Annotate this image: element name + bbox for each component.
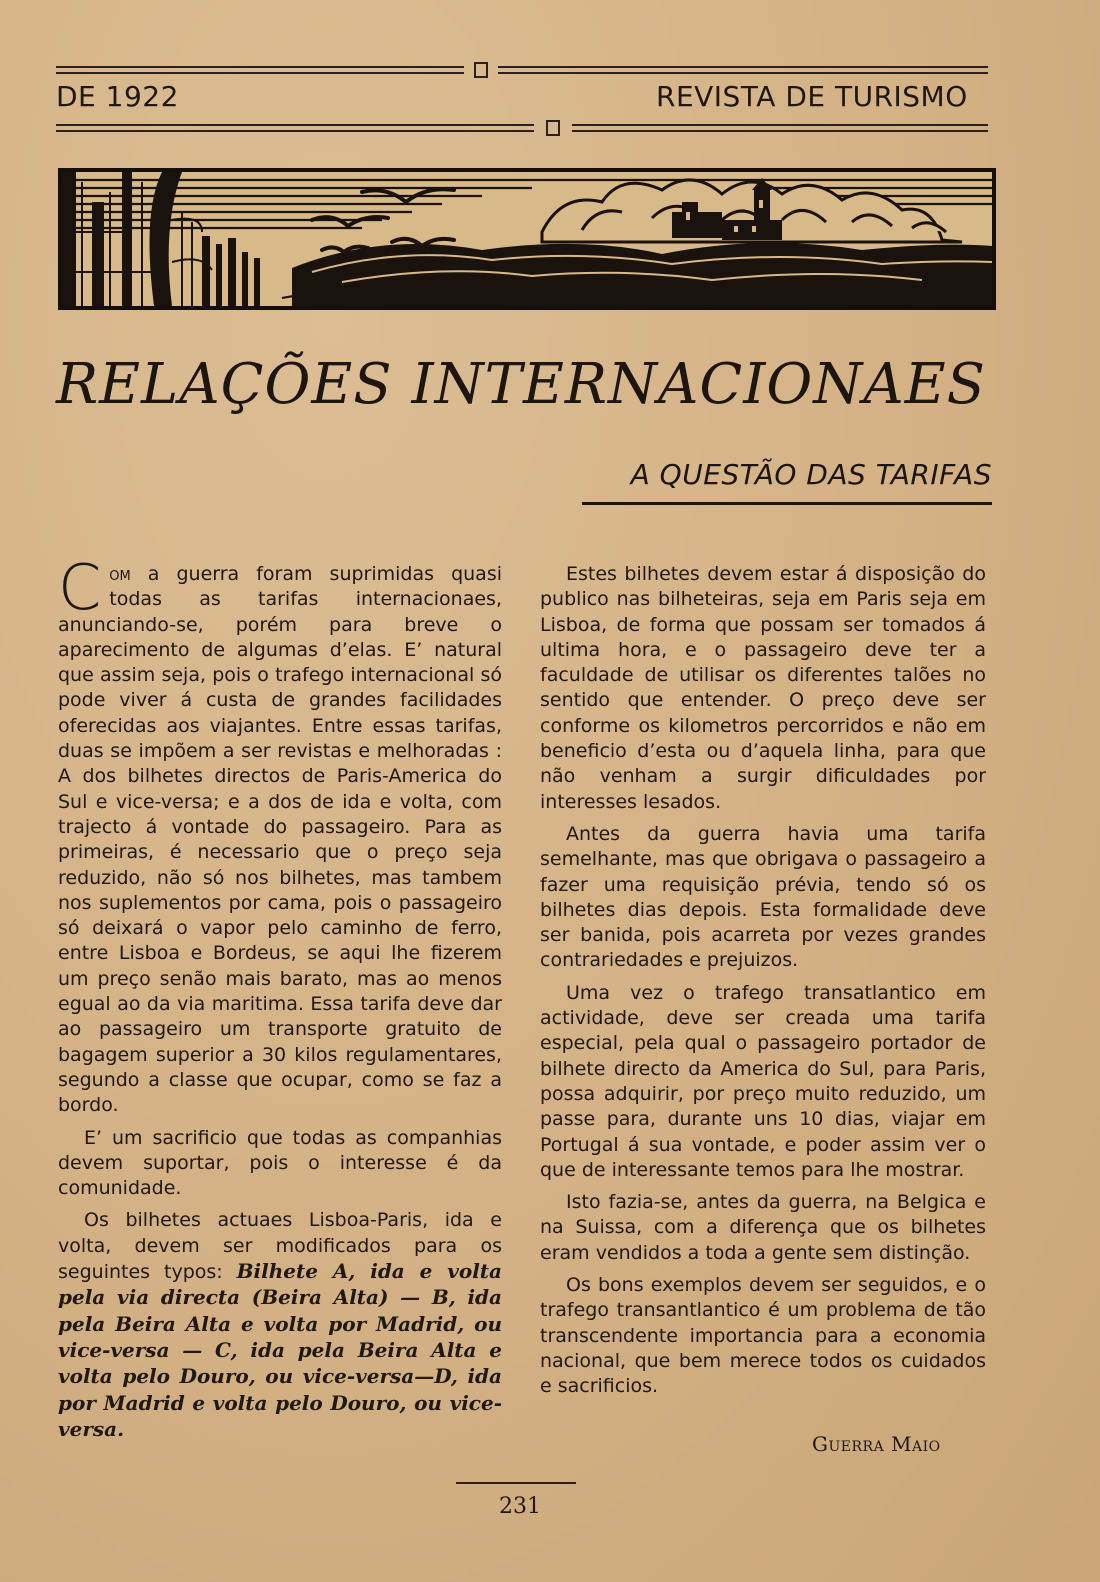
header-ornament-box-bottom <box>546 120 560 136</box>
left-paragraph-1-text: a guerra foram suprimidas quasi todas as tarifas internacionaes, anunciando-se, porém para breve o aparecimento de algumas d’elas. E’ natural que assim seja, pois o trafego internacional só pode viver á custa de grandes facilidades oferecidas aos viajantes. Entre essas tarifas, duas se impõem a ser revistas e melhoradas : A dos bilhetes directos de Paris-America do Sul e vice-versa; e a dos de ida e volta, com trajecto á vontade do passageiro. Para as primeiras, é necessario que o preço seja reduzido, não só nos bilhetes, mas tambem nos suplementos por cama, pois o passageiro só deixará o vapor pelo caminho de ferro, entre Lisboa e Bordeus, se aqui lhe fizerem um preço senão mais barato, mas ao menos egual ao da via maritima. Essa tarifa deve dar ao passageiro um transporte gratuito de bagagem superior a 30 kilos regulamentares, segundo a classe que ocupar, como se faz a bordo. <box>58 563 502 1117</box>
right-paragraph-2: Antes da guerra havia uma tarifa semelhante, mas que obrigava o passageiro a fazer uma requisição prévia, tendo só os bilhetes dias depois. Esta formalidade deve ser banida, pois acarreta por vezes grandes contrariedades e prejuizos. <box>540 822 986 972</box>
woodcut-landscape-icon <box>62 172 992 306</box>
drop-cap: C <box>58 551 102 624</box>
running-header-date: DE 1922 <box>56 80 179 113</box>
header-top-rule-right <box>498 66 988 74</box>
right-paragraph-3: Uma vez o trafego transatlantico em actividade, deve ser creada uma tarifa especial, pela qual o passageiro portador de bilhete directo da America do Sul, para Paris, possa adquirir, por preço muito reduzido, um passe para, durante uns 10 dias, viajar em Portugal á sua vontade, e poder assim ver o que de interessante temos para lhe mostrar. <box>540 981 986 1181</box>
article-subtitle: A QUESTÃO DAS TARIFAS <box>630 458 992 491</box>
woodcut-landscape-illustration <box>58 168 996 310</box>
opening-smallcaps: om <box>109 564 131 585</box>
article-title: RELAÇÕES INTERNACIONAES <box>56 352 986 417</box>
right-paragraph-5: Os bons exemplos devem ser seguidos, e o trafego transantlantico é um problema de tão transcendente importancia para a economia nacional, que bem merece todos os cuidados e sacrificios. <box>540 1274 986 1398</box>
left-paragraph-3 <box>58 1208 502 1443</box>
header-ornament-box-top <box>474 62 488 78</box>
ticket-types-italic: Bilhete A, ida e volta pela via directa (Beira Alta) — B, ida pela Beira Alta e volta por Madrid, ou vice-versa — C, ida pela Beira Alta e volta pelo Douro, ou vice-versa—D, ida por Madrid e volta pelo Douro, ou vice-versa. <box>58 1259 503 1441</box>
header-bottom-rule-left <box>56 124 534 132</box>
right-paragraph-1: Estes bilhetes devem estar á disposição do publico nas bilheteiras, seja em Paris seja em Lisboa, de forma que possam ser tomados á ultima hora, e o passageiro deve ter a faculdade de utilisar os diferentes talões no sentido que entender. O preço deve ser conforme os kilometros percorridos e não em beneficio d’esta ou d’aquela linha, para que não venham a surgir dificuldades por interesses lesados. <box>540 563 986 813</box>
author-signature: Guerra Maio <box>812 1432 941 1456</box>
left-text-column <box>58 551 503 1450</box>
right-text-column <box>540 562 986 1407</box>
left-paragraph-1 <box>58 551 502 1119</box>
left-paragraph-2: E’ um sacrificio que todas as companhias devem suportar, pois o interesse é da comunidade. <box>58 1126 502 1200</box>
page-number: 231 <box>499 1494 541 1519</box>
right-paragraph-4: Isto fazia-se, antes da guerra, na Belgica e na Suissa, com a diferença que os bilhetes eram vendidos a toda a gente sem distinção. <box>540 1191 986 1264</box>
running-header-magazine-title: REVISTA DE TURISMO <box>656 80 968 113</box>
header-top-rule-left <box>56 66 464 74</box>
left-paragraph-3-text: Os bilhetes actuaes Lisboa-Paris, ida e volta, devem ser modificados para os seguintes typos: <box>58 1209 502 1284</box>
subtitle-underline <box>582 502 992 505</box>
header-bottom-rule-right <box>572 124 988 132</box>
folio-rule <box>456 1482 576 1484</box>
